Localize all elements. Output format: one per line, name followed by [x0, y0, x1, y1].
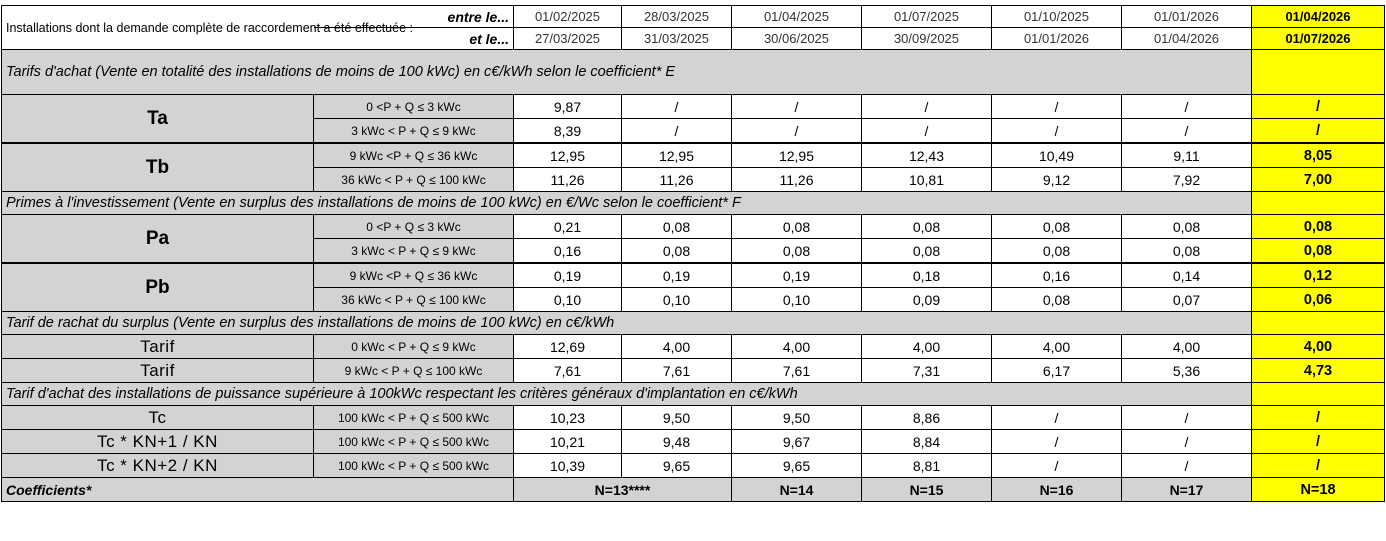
value-cell: 6,17: [992, 359, 1122, 383]
value-cell: /: [1122, 119, 1252, 144]
value-cell: /: [992, 430, 1122, 454]
value-cell: 0,14: [1122, 263, 1252, 288]
value-cell: 0,08: [862, 215, 992, 239]
value-cell: 0,16: [514, 239, 622, 264]
range-label: 100 kWc < P + Q ≤ 500 kWc: [314, 454, 514, 478]
value-cell: 9,50: [622, 406, 732, 430]
start-date: 01/07/2025: [862, 6, 992, 28]
coefficient-cell: N=17: [1122, 478, 1252, 502]
value-cell-highlighted: /: [1252, 406, 1385, 430]
range-label: 36 kWc < P + Q ≤ 100 kWc: [314, 288, 514, 312]
value-cell: 8,86: [862, 406, 992, 430]
value-cell: 7,61: [622, 359, 732, 383]
row-label-tc-kn1: Tc * KN+1 / KN: [2, 430, 314, 454]
highlight-cell: [1252, 50, 1385, 95]
value-cell: 9,12: [992, 168, 1122, 192]
end-date: 27/03/2025: [514, 28, 622, 50]
highlight-cell: [1252, 312, 1385, 335]
value-cell: 4,00: [732, 335, 862, 359]
value-cell: 12,95: [514, 143, 622, 168]
value-cell: 4,00: [992, 335, 1122, 359]
table-row: [2, 263, 1385, 288]
value-cell: 4,00: [622, 335, 732, 359]
table-row: [2, 430, 1385, 454]
group-label-pb: Pb: [2, 263, 314, 312]
value-cell: 10,49: [992, 143, 1122, 168]
section-title-investment-bonuses: Primes à l'investissement (Vente en surplus des installations de moins de 100 kWc) en €/Wc selon le coefficient* F: [2, 192, 1252, 215]
value-cell: 10,81: [862, 168, 992, 192]
tariff-table: [1, 5, 1385, 502]
value-cell-highlighted: 0,08: [1252, 215, 1385, 239]
row-label-tarif: Tarif: [2, 359, 314, 383]
table-row: [2, 359, 1385, 383]
start-date: 01/01/2026: [1122, 6, 1252, 28]
value-cell: 4,00: [1122, 335, 1252, 359]
value-cell-highlighted: /: [1252, 430, 1385, 454]
table-row: [2, 406, 1385, 430]
value-cell: /: [1122, 406, 1252, 430]
value-cell: /: [732, 95, 862, 119]
value-cell: 11,26: [514, 168, 622, 192]
row-label-tarif: Tarif: [2, 335, 314, 359]
value-cell-highlighted: /: [1252, 95, 1385, 119]
value-cell: 0,09: [862, 288, 992, 312]
value-cell: 0,08: [992, 239, 1122, 264]
header-title: Installations dont la demande complète de raccordement a été effectuée :: [2, 6, 314, 50]
table-row: [2, 215, 1385, 239]
row-label-tc: Tc: [2, 406, 314, 430]
group-label-pa: Pa: [2, 215, 314, 264]
range-label: 100 kWc < P + Q ≤ 500 kWc: [314, 406, 514, 430]
value-cell: 4,00: [862, 335, 992, 359]
value-cell: 12,95: [622, 143, 732, 168]
value-cell: 11,26: [622, 168, 732, 192]
value-cell: 9,65: [622, 454, 732, 478]
end-date: 30/06/2025: [732, 28, 862, 50]
value-cell: 12,95: [732, 143, 862, 168]
range-label: 9 kWc <P + Q ≤ 36 kWc: [314, 143, 514, 168]
section-row: [2, 192, 1385, 215]
value-cell: 0,10: [514, 288, 622, 312]
end-date-highlighted: 01/07/2026: [1252, 28, 1385, 50]
value-cell: 12,69: [514, 335, 622, 359]
section-row: [2, 312, 1385, 335]
value-cell: 7,61: [732, 359, 862, 383]
value-cell: 0,08: [622, 215, 732, 239]
coefficient-cell-highlighted: N=18: [1252, 478, 1385, 502]
value-cell: 9,11: [1122, 143, 1252, 168]
value-cell: 9,48: [622, 430, 732, 454]
value-cell: 7,31: [862, 359, 992, 383]
value-cell-highlighted: 0,08: [1252, 239, 1385, 264]
value-cell-highlighted: 0,12: [1252, 263, 1385, 288]
row-label-tc-kn2: Tc * KN+2 / KN: [2, 454, 314, 478]
value-cell: /: [992, 406, 1122, 430]
header-row-start: [2, 6, 1385, 28]
value-cell-highlighted: /: [1252, 454, 1385, 478]
value-cell: /: [992, 454, 1122, 478]
range-label: 0 <P + Q ≤ 3 kWc: [314, 215, 514, 239]
end-date: 01/04/2026: [1122, 28, 1252, 50]
value-cell: /: [1122, 95, 1252, 119]
value-cell: 0,08: [1122, 239, 1252, 264]
section-title-purchase-tariffs: Tarifs d'achat (Vente en totalité des installations de moins de 100 kWc) en c€/kWh selon le coefficient* E: [2, 50, 1252, 95]
value-cell: /: [1122, 454, 1252, 478]
value-cell: /: [862, 95, 992, 119]
range-label: 9 kWc < P + Q ≤ 100 kWc: [314, 359, 514, 383]
value-cell: 9,65: [732, 454, 862, 478]
value-cell-highlighted: 4,00: [1252, 335, 1385, 359]
highlight-cell: [1252, 383, 1385, 406]
value-cell-highlighted: 0,06: [1252, 288, 1385, 312]
section-title-surplus-tariff: Tarif de rachat du surplus (Vente en surplus des installations de moins de 100 kWc) en c€/kWh: [2, 312, 1252, 335]
range-label: 36 kWc < P + Q ≤ 100 kWc: [314, 168, 514, 192]
value-cell: /: [862, 119, 992, 144]
value-cell: /: [622, 95, 732, 119]
value-cell: 0,18: [862, 263, 992, 288]
range-label: 3 kWc < P + Q ≤ 9 kWc: [314, 119, 514, 144]
table-row: [2, 95, 1385, 119]
group-label-tb: Tb: [2, 143, 314, 192]
coefficient-cell: N=13****: [514, 478, 732, 502]
value-cell: /: [622, 119, 732, 144]
value-cell: /: [992, 95, 1122, 119]
value-cell: 9,50: [732, 406, 862, 430]
start-date: 01/02/2025: [514, 6, 622, 28]
value-cell: 10,21: [514, 430, 622, 454]
value-cell: /: [1122, 430, 1252, 454]
value-cell: 0,08: [862, 239, 992, 264]
start-date-highlighted: 01/04/2026: [1252, 6, 1385, 28]
end-date: 31/03/2025: [622, 28, 732, 50]
range-label: 0 <P + Q ≤ 3 kWc: [314, 95, 514, 119]
value-cell: 0,07: [1122, 288, 1252, 312]
value-cell: /: [732, 119, 862, 144]
value-cell-highlighted: 8,05: [1252, 143, 1385, 168]
highlight-cell: [1252, 192, 1385, 215]
coefficients-row: [2, 478, 1385, 502]
range-label: 9 kWc <P + Q ≤ 36 kWc: [314, 263, 514, 288]
value-cell: 0,08: [732, 215, 862, 239]
value-cell: 10,23: [514, 406, 622, 430]
value-cell: 7,61: [514, 359, 622, 383]
section-row: [2, 50, 1385, 95]
section-row: [2, 383, 1385, 406]
value-cell: 11,26: [732, 168, 862, 192]
between-label: entre le...: [314, 6, 514, 28]
value-cell: 5,36: [1122, 359, 1252, 383]
value-cell-highlighted: /: [1252, 119, 1385, 144]
range-label: 0 kWc < P + Q ≤ 9 kWc: [314, 335, 514, 359]
value-cell: 0,08: [622, 239, 732, 264]
value-cell: 0,21: [514, 215, 622, 239]
value-cell: 0,16: [992, 263, 1122, 288]
range-label: 100 kWc < P + Q ≤ 500 kWc: [314, 430, 514, 454]
value-cell: 0,10: [622, 288, 732, 312]
value-cell: 0,08: [992, 288, 1122, 312]
table-row: [2, 335, 1385, 359]
and-label: et le...: [314, 28, 514, 50]
value-cell: 10,39: [514, 454, 622, 478]
value-cell: 0,19: [622, 263, 732, 288]
value-cell: 7,92: [1122, 168, 1252, 192]
table-row: [2, 143, 1385, 168]
value-cell: 8,84: [862, 430, 992, 454]
value-cell-highlighted: 7,00: [1252, 168, 1385, 192]
start-date: 01/10/2025: [992, 6, 1122, 28]
value-cell: 0,19: [732, 263, 862, 288]
value-cell: 0,08: [732, 239, 862, 264]
table-row: [2, 454, 1385, 478]
coefficient-cell: N=15: [862, 478, 992, 502]
range-label: 3 kWc < P + Q ≤ 9 kWc: [314, 239, 514, 264]
value-cell: 0,08: [1122, 215, 1252, 239]
value-cell: 9,67: [732, 430, 862, 454]
value-cell: /: [992, 119, 1122, 144]
value-cell-highlighted: 4,73: [1252, 359, 1385, 383]
coefficient-cell: N=16: [992, 478, 1122, 502]
group-label-ta: Ta: [2, 95, 314, 144]
end-date: 01/01/2026: [992, 28, 1122, 50]
value-cell: 8,81: [862, 454, 992, 478]
end-date: 30/09/2025: [862, 28, 992, 50]
start-date: 28/03/2025: [622, 6, 732, 28]
section-title-large-installations: Tarif d'achat des installations de puissance supérieure à 100kWc respectant les critères généraux d'implantation en c€/kWh: [2, 383, 1252, 406]
value-cell: 12,43: [862, 143, 992, 168]
coefficients-label: Coefficients*: [2, 478, 514, 502]
value-cell: 8,39: [514, 119, 622, 144]
value-cell: 0,19: [514, 263, 622, 288]
value-cell: 0,10: [732, 288, 862, 312]
coefficient-cell: N=14: [732, 478, 862, 502]
start-date: 01/04/2025: [732, 6, 862, 28]
value-cell: 9,87: [514, 95, 622, 119]
value-cell: 0,08: [992, 215, 1122, 239]
